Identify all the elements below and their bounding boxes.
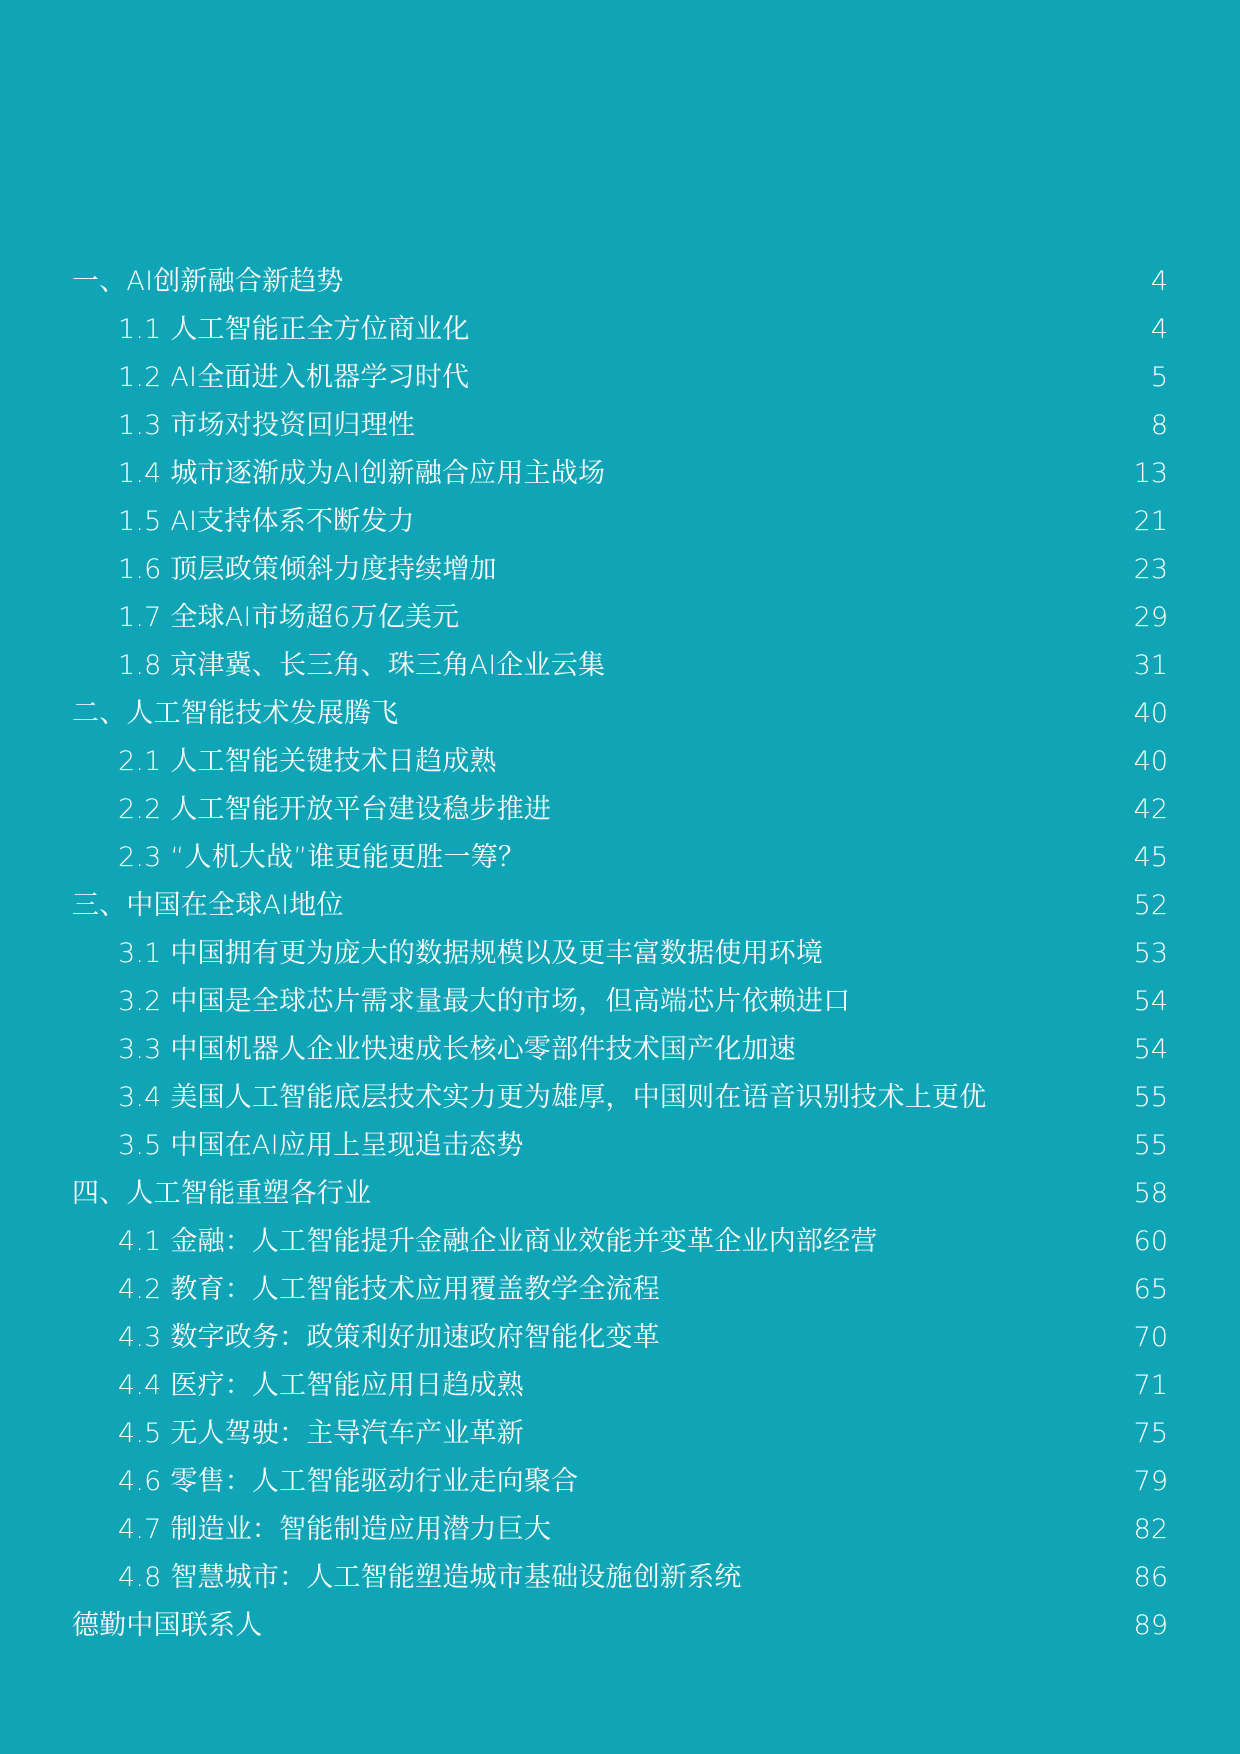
toc-subsection-row[interactable]	[72, 834, 1168, 882]
toc-entry-title: 3.1 中国拥有更为庞大的数据规模以及更丰富数据使用环境	[118, 938, 824, 969]
toc-subsection-row[interactable]	[72, 546, 1168, 594]
toc-page-number: 54	[1133, 1034, 1168, 1065]
toc-subsection-row[interactable]	[72, 1458, 1168, 1506]
toc-section-row[interactable]	[72, 1602, 1168, 1650]
toc-entry-title: 4.4 医疗：人工智能应用日趋成熟	[118, 1370, 524, 1401]
toc-subsection-row[interactable]	[72, 1314, 1168, 1362]
toc-page-number: 29	[1133, 602, 1168, 633]
toc-page-number: 31	[1133, 650, 1168, 681]
toc-entry-title: 4.5 无人驾驶：主导汽车产业革新	[118, 1418, 524, 1449]
toc-entry-title: 2.3 “人机大战”谁更能更胜一筹？	[118, 842, 526, 873]
toc-page-number: 21	[1133, 506, 1168, 537]
toc-subsection-row[interactable]	[72, 1218, 1168, 1266]
toc-entry-title: 1.8 京津冀、长三角、珠三角AI企业云集	[118, 650, 606, 681]
toc-page-number: 23	[1133, 554, 1168, 585]
toc-entry-title: 3.2 中国是全球芯片需求量最大的市场，但高端芯片依赖进口	[118, 986, 851, 1017]
toc-entry-title: 4.1 金融：人工智能提升金融企业商业效能并变革企业内部经营	[118, 1226, 878, 1257]
toc-subsection-row[interactable]	[72, 498, 1168, 546]
toc-entry-title: 1.2 AI全面进入机器学习时代	[118, 362, 470, 393]
toc-page-number: 54	[1133, 986, 1168, 1017]
toc-subsection-row[interactable]	[72, 306, 1168, 354]
toc-page-number: 4	[1150, 266, 1168, 297]
toc-subsection-row[interactable]	[72, 450, 1168, 498]
toc-page-number: 42	[1133, 794, 1168, 825]
toc-subsection-row[interactable]	[72, 1410, 1168, 1458]
toc-page-number: 45	[1133, 842, 1168, 873]
toc-entry-title: 3.4 美国人工智能底层技术实力更为雄厚，中国则在语音识别技术上更优	[118, 1082, 987, 1113]
toc-subsection-row[interactable]	[72, 930, 1168, 978]
toc-section-row[interactable]	[72, 258, 1168, 306]
toc-subsection-row[interactable]	[72, 1122, 1168, 1170]
toc-page-number: 5	[1150, 362, 1168, 393]
toc-entry-title: 二、人工智能技术发展腾飞	[72, 698, 399, 729]
toc-page-number: 8	[1150, 410, 1168, 441]
toc-page-number: 4	[1150, 314, 1168, 345]
toc-subsection-row[interactable]	[72, 1506, 1168, 1554]
toc-page-number: 79	[1133, 1466, 1168, 1497]
toc-section-row[interactable]	[72, 882, 1168, 930]
toc-subsection-row[interactable]	[72, 1026, 1168, 1074]
toc-entry-title: 1.7 全球AI市场超6万亿美元	[118, 602, 460, 633]
toc-entry-title: 3.5 中国在AI应用上呈现追击态势	[118, 1130, 524, 1161]
toc-entry-title: 4.8 智慧城市：人工智能塑造城市基础设施创新系统	[118, 1562, 742, 1593]
table-of-contents	[72, 258, 1168, 1650]
toc-entry-title: 2.1 人工智能关键技术日趋成熟	[118, 746, 497, 777]
toc-entry-title: 4.3 数字政务：政策利好加速政府智能化变革	[118, 1322, 660, 1353]
toc-subsection-row[interactable]	[72, 402, 1168, 450]
toc-page-number: 58	[1133, 1178, 1168, 1209]
toc-subsection-row[interactable]	[72, 786, 1168, 834]
toc-entry-title: 1.5 AI支持体系不断发力	[118, 506, 415, 537]
toc-subsection-row[interactable]	[72, 1362, 1168, 1410]
toc-entry-title: 1.3 市场对投资回归理性	[118, 410, 416, 441]
toc-section-row[interactable]	[72, 690, 1168, 738]
toc-entry-title: 1.4 城市逐渐成为AI创新融合应用主战场	[118, 458, 606, 489]
toc-subsection-row[interactable]	[72, 642, 1168, 690]
toc-page-number: 55	[1133, 1082, 1168, 1113]
toc-subsection-row[interactable]	[72, 594, 1168, 642]
toc-page-number: 70	[1133, 1322, 1168, 1353]
toc-page-number: 75	[1133, 1418, 1168, 1449]
toc-entry-title: 2.2 人工智能开放平台建设稳步推进	[118, 794, 552, 825]
toc-subsection-row[interactable]	[72, 1554, 1168, 1602]
toc-subsection-row[interactable]	[72, 978, 1168, 1026]
toc-entry-title: 4.2 教育：人工智能技术应用覆盖教学全流程	[118, 1274, 660, 1305]
toc-entry-title: 一、AI创新融合新趋势	[72, 266, 344, 297]
toc-entry-title: 3.3 中国机器人企业快速成长核心零部件技术国产化加速	[118, 1034, 796, 1065]
toc-page-number: 13	[1133, 458, 1168, 489]
toc-subsection-row[interactable]	[72, 1266, 1168, 1314]
toc-entry-title: 1.6 顶层政策倾斜力度持续增加	[118, 554, 497, 585]
toc-page-number: 86	[1133, 1562, 1168, 1593]
toc-entry-title: 四、人工智能重塑各行业	[72, 1178, 372, 1209]
toc-page-number: 40	[1133, 746, 1168, 777]
toc-page-number: 55	[1133, 1130, 1168, 1161]
toc-page-number: 71	[1133, 1370, 1168, 1401]
toc-page-number: 82	[1133, 1514, 1168, 1545]
toc-subsection-row[interactable]	[72, 1074, 1168, 1122]
toc-entry-title: 4.6 零售：人工智能驱动行业走向聚合	[118, 1466, 579, 1497]
toc-page-number: 60	[1133, 1226, 1168, 1257]
toc-page-number: 52	[1133, 890, 1168, 921]
toc-entry-title: 德勤中国联系人	[72, 1610, 263, 1641]
toc-section-row[interactable]	[72, 1170, 1168, 1218]
toc-page-number: 65	[1133, 1274, 1168, 1305]
toc-page-number: 53	[1133, 938, 1168, 969]
toc-subsection-row[interactable]	[72, 738, 1168, 786]
toc-page-number: 89	[1133, 1610, 1168, 1641]
toc-entry-title: 1.1 人工智能正全方位商业化	[118, 314, 470, 345]
toc-page-number: 40	[1133, 698, 1168, 729]
toc-entry-title: 4.7 制造业：智能制造应用潜力巨大	[118, 1514, 552, 1545]
toc-subsection-row[interactable]	[72, 354, 1168, 402]
toc-entry-title: 三、中国在全球AI地位	[72, 890, 344, 921]
